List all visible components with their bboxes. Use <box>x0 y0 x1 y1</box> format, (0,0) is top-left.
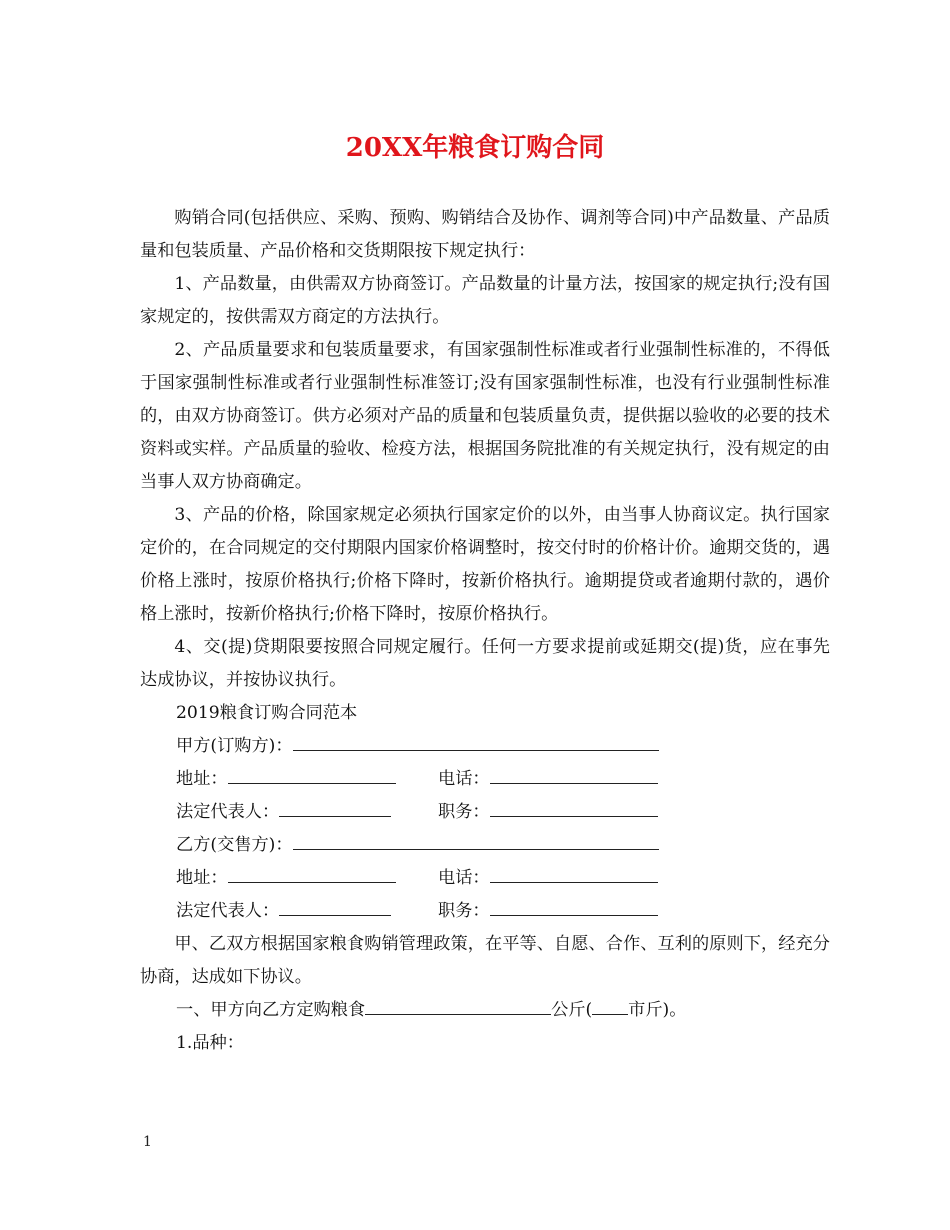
party-b-address-label: 地址： <box>176 868 228 888</box>
party-a-address-blank[interactable] <box>228 763 396 784</box>
party-b-rep-row <box>140 895 830 928</box>
party-a-row <box>140 730 830 763</box>
party-b-position-label: 职务： <box>438 901 490 921</box>
grain-amount-blank[interactable] <box>365 994 551 1015</box>
party-a-rep-row <box>140 796 830 829</box>
party-b-label: 乙方(交售方)： <box>176 835 293 855</box>
party-b-rep-blank[interactable] <box>279 895 391 916</box>
clause-one-unit: 公斤( <box>551 1000 593 1020</box>
party-b-row <box>140 829 830 862</box>
clause-quantity-paragraph: 1、产品数量，由供需双方协商签订。产品数量的计量方法，按国家的规定执行;没有国家规定的，按供需双方商定的方法执行。 <box>140 274 830 327</box>
jin-amount-blank[interactable] <box>592 994 628 1015</box>
party-a-rep-label: 法定代表人： <box>176 802 280 822</box>
agreement-paragraph: 甲、乙双方根据国家粮食购销管理政策，在平等、自愿、合作、互利的原则下，经充分协商，达成如下协议。 <box>140 934 830 987</box>
party-b-position-blank[interactable] <box>490 895 658 916</box>
party-a-position-label: 职务： <box>438 802 490 822</box>
clause-quality-paragraph: 2、产品质量要求和包装质量要求，有国家强制性标准或者行业强制性标准的，不得低于国家强制性标准或者行业强制性标准签订;没有国家强制性标准，也没有行业强制性标准的，由双方协商签订。供方必须对产品的质量和包装质量负责，提供据以验收的必要的技术资料或实样。产品质量的验收、检疫方法，根据国务院批准的有关规定执行，没有规定的由当事人双方协商确定。 <box>140 340 830 492</box>
party-b-blank[interactable] <box>293 829 659 850</box>
party-a-address-row <box>140 763 830 796</box>
clause-price-paragraph: 3、产品的价格，除国家规定必须执行国家定价的以外，由当事人协商议定。执行国家定价的，在合同规定的交付期限内国家价格调整时，按交付时的价格计价。逾期交货的，遇价格上涨时，按原价格执行;价格下降时，按新价格执行。逾期提贷或者逾期付款的，遇价格上涨时，按新价格执行;价格下降时，按原价格执行。 <box>140 505 830 624</box>
intro-paragraph: 购销合同(包括供应、采购、预购、购销结合及协作、调剂等合同)中产品数量、产品质量和包装质量、产品价格和交货期限按下规定执行： <box>140 208 830 261</box>
party-b-rep-label: 法定代表人： <box>176 901 280 921</box>
clause-delivery-paragraph: 4、交(提)贷期限要按照合同规定履行。任何一方要求提前或延期交(提)货，应在事先达成协议，并按协议执行。 <box>140 637 830 690</box>
party-a-phone-label: 电话： <box>438 769 490 789</box>
clause-one-unit-end: 市斤)。 <box>628 1000 687 1020</box>
clause-one-prefix: 一、甲方向乙方定购粮食 <box>176 1000 366 1020</box>
party-a-position-blank[interactable] <box>490 796 658 817</box>
party-b-address-blank[interactable] <box>228 862 396 883</box>
page-number: 1 <box>143 1134 152 1150</box>
party-a-blank[interactable] <box>293 730 659 751</box>
party-a-address-label: 地址： <box>176 769 228 789</box>
clause-one-row <box>140 994 830 1027</box>
party-a-phone-blank[interactable] <box>490 763 658 784</box>
party-b-phone-blank[interactable] <box>490 862 658 883</box>
template-heading: 2019粮食订购合同范本 <box>176 703 358 723</box>
party-b-phone-label: 电话： <box>438 868 490 888</box>
party-a-rep-blank[interactable] <box>279 796 391 817</box>
page-title: 20XX年粮食订购合同 <box>345 133 605 163</box>
party-a-label: 甲方(订购方)： <box>176 736 293 756</box>
party-b-address-row <box>140 862 830 895</box>
document-body <box>140 202 830 1060</box>
item-variety: 1.品种： <box>176 1033 244 1053</box>
